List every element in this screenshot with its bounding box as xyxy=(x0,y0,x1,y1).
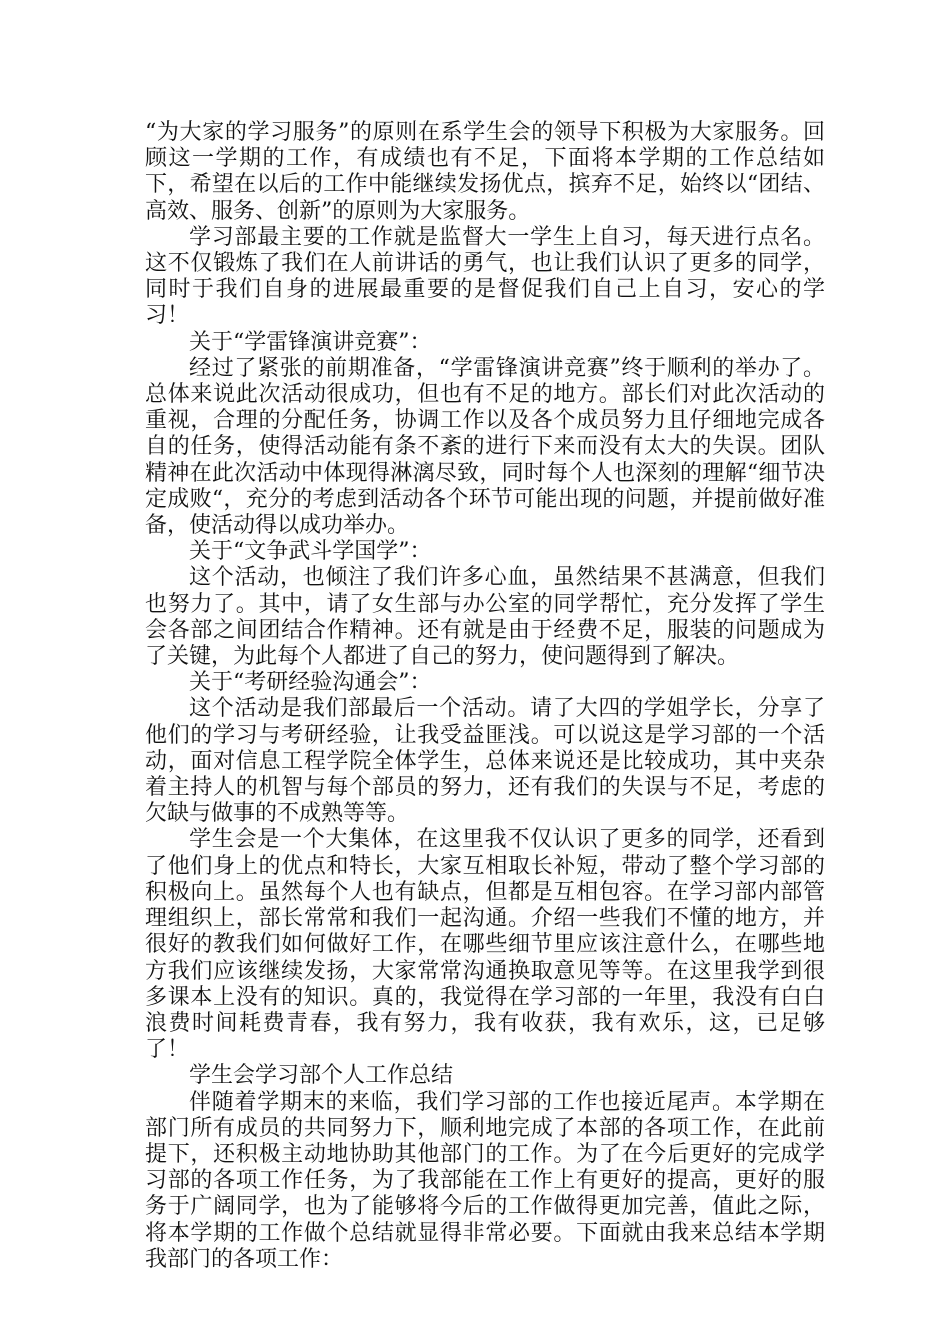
section-title-summary: 学生会学习部个人工作总结 xyxy=(189,1063,454,1089)
section-heading-lei-feng: 关于“学雷锋演讲竞赛”： xyxy=(189,329,432,355)
section-heading-kaoyan: 关于“考研经验沟通会”： xyxy=(189,670,432,696)
paragraph-student-union: 学生会是一个大集体，在这里我不仅认识了更多的同学，还看到了他们身上的优点和特长，大家互相取长补短，带动了整个学习部的积极向上。虽然每个人也有缺点，但都是互相包容。在学习部内部管理组织上，部长常常和我们一起沟通。介绍一些我们不懂的地方，并很好的教我们如何做好工作，在哪些细节里应该注意什么，在哪些地方我们应该继续发扬，大家常常沟通换取意见等等。在这里我学到很多课本上没有的知识。真的，我觉得在学习部的一年里，我没有白白浪费时间耗费青春，我有努力，我有收获，我有欢乐，这，已足够了！ xyxy=(145,827,825,1063)
paragraph-lei-feng: 经过了紧张的前期准备，“学雷锋演讲竞赛”终于顺利的举办了。总体来说此次活动很成功，但也有不足的地方。部长们对此次活动的重视，合理的分配任务，协调工作以及各个成员努力且仔细地完成各自的任务，使得活动能有条不紊的进行下来而没有太大的失误。团队精神在此次活动中体现得淋漓尽致，同时每个人也深刻的理解“细节决定成败“，充分的考虑到活动各个环节可能出现的问题，并提前做好准备，使活动得以成功举办。 xyxy=(145,355,825,539)
paragraph-2: 学习部最主要的工作就是监督大一学生上自习，每天进行点名。这不仅锻炼了我们在人前讲话的勇气，也让我们认识了更多的同学，同时于我们自身的进展最重要的是督促我们自己上自习，安心的学习！ xyxy=(145,224,825,329)
paragraph-semester-end: 伴随着学期末的来临，我们学习部的工作也接近尾声。本学期在部门所有成员的共同努力下，顺利地完成了本部的各项工作，在此前提下，还积极主动地协助其他部门的工作。为了在今后更好的完成学习部的各项工作任务，为了我部能在工作上有更好的提高，更好的服务于广阔同学，也为了能够将今后的工作做得更加完善，值此之际，将本学期的工作做个总结就显得非常必要。下面就由我来总结本学期我部门的各项工作： xyxy=(145,1089,825,1272)
paragraph-guoxue: 这个活动，也倾注了我们许多心血，虽然结果不甚满意，但我们也努力了。其中，请了女生部与办公室的同学帮忙，充分发挥了学生会各部之间团结合作精神。还有就是由于经费不足，服装的问题成为了关键，为此每个人都进了自己的努力，使问题得到了解决。 xyxy=(145,565,825,670)
section-heading-guoxue: 关于“文争武斗学国学”： xyxy=(189,539,432,565)
paragraph-kaoyan: 这个活动是我们部最后一个活动。请了大四的学姐学长，分享了他们的学习与考研经验，让我受益匪浅。可以说这是学习部的一个活动，面对信息工程学院全体学生，总体来说还是比较成功，其中夹杂着主持人的机智与每个部员的努力，还有我们的失误与不足，考虑的欠缺与做事的不成熟等等。 xyxy=(145,696,825,827)
paragraph-1: “为大家的学习服务”的原则在系学生会的领导下积极为大家服务。回顾这一学期的工作，有成绩也有不足，下面将本学期的工作总结如下，希望在以后的工作中能继续发扬优点，摈弃不足，始终以“团结、高效、服务、创新”的原则为大家服务。 xyxy=(145,120,825,224)
document-body xyxy=(145,120,825,1273)
